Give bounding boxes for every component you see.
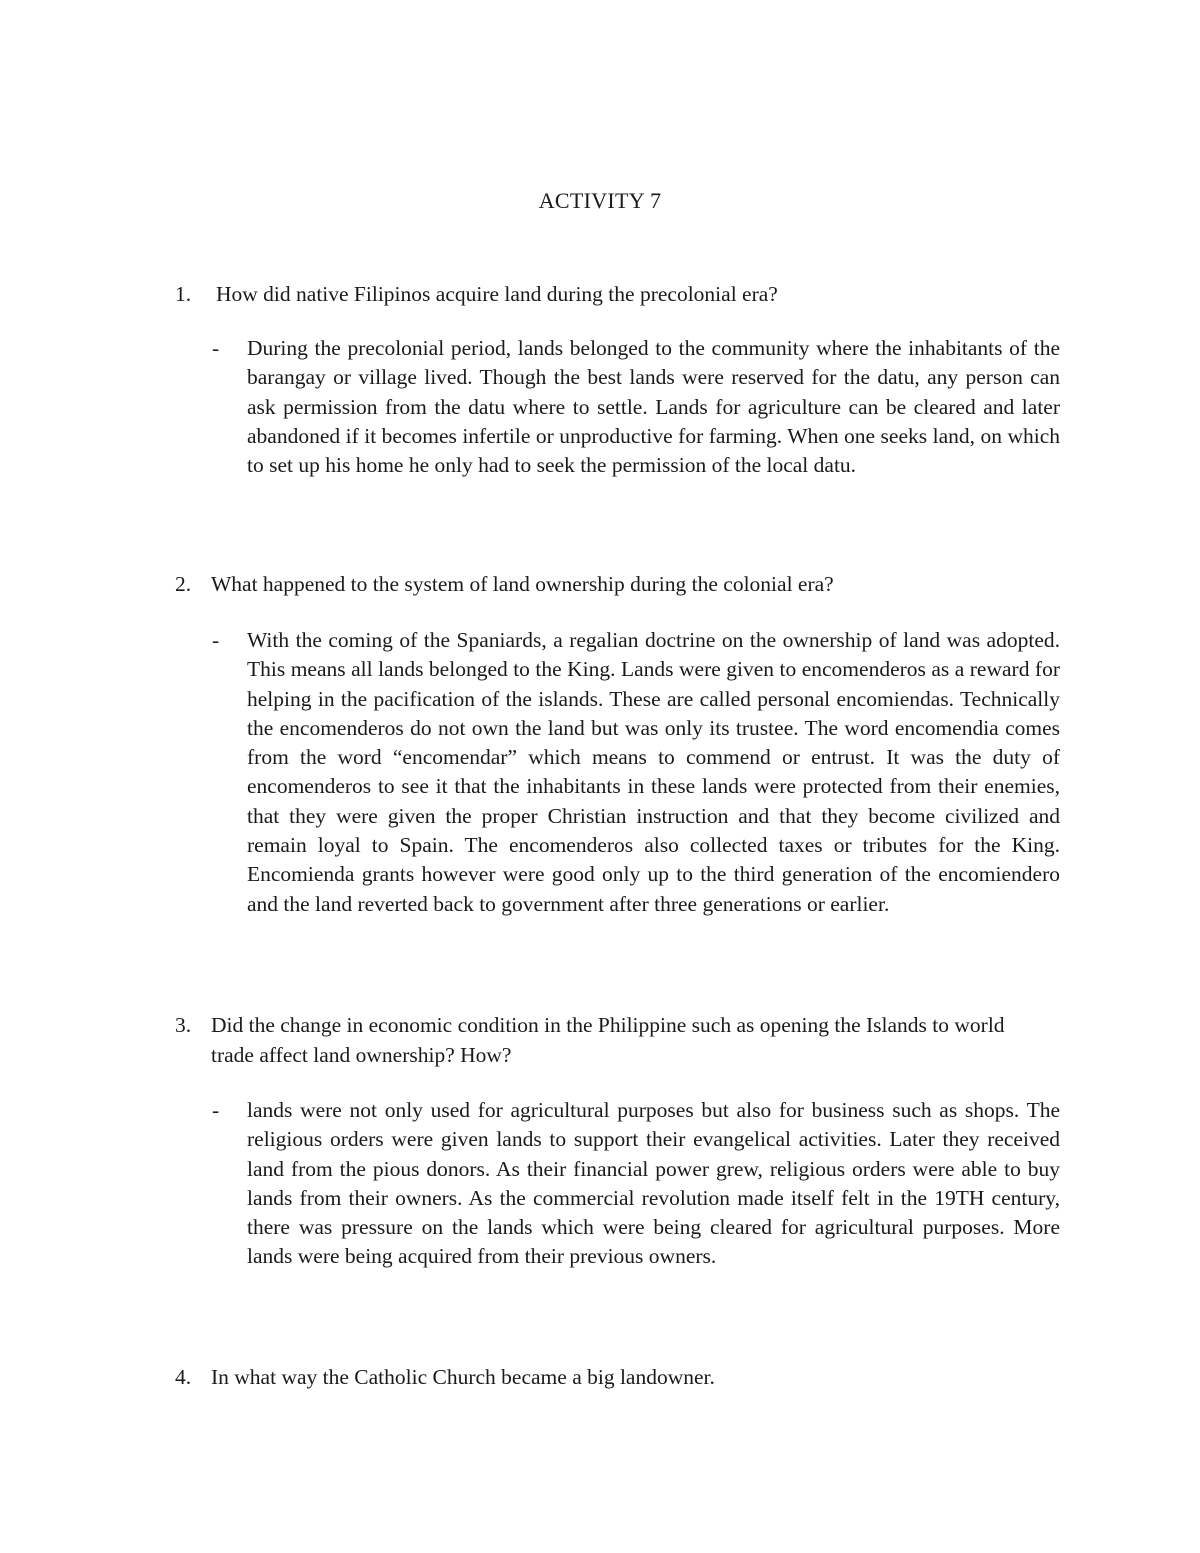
question-1 bbox=[175, 279, 1055, 309]
question-2 bbox=[175, 569, 1055, 599]
question-number: 2. bbox=[175, 572, 192, 596]
question-number: 1. bbox=[175, 282, 192, 306]
answer-text: During the precolonial period, lands belonged to the community where the inhabitants of the barangay or village lived. Though the best lands were reserved for the datu, any person can ask permission from the datu where to settle. Lands for agriculture can be cleared and later abandoned if it becomes infertile or unproductive for farming. When one seeks land, on which to set up his home he only had to seek the permission of the local datu. bbox=[247, 336, 1060, 478]
question-text: In what way the Catholic Church became a big landowner. bbox=[211, 1365, 715, 1389]
answer-1 bbox=[212, 334, 1060, 480]
question-4 bbox=[175, 1362, 1055, 1392]
question-text: What happened to the system of land ownership during the colonial era? bbox=[211, 572, 834, 596]
answer-text: With the coming of the Spaniards, a regalian doctrine on the ownership of land was adopted. This means all lands belonged to the King. Lands were given to encomenderos as a reward for helping in the pacification of the islands. These are called personal encomiendas. Technically the encomenderos do not own the land but was only its trustee. The word encomendia comes from the word “encomendar” which means to commend or entrust. It was the duty of encomenderos to see it that the inhabitants in these lands were protected from their enemies, that they were given the proper Christian instruction and that they become civilized and remain loyal to Spain. The encomenderos also collected taxes or tributes for the King. Encomienda grants however were good only up to the third generation of the encomiendero and the land reverted back to government after three generations or earlier. bbox=[247, 628, 1060, 916]
answer-text: lands were not only used for agricultural purposes but also for business such as shops. The religious orders were given lands to support their evangelical activities. Later they received land from the pious donors. As their financial power grew, religious orders were able to buy lands from their owners. As the commercial revolution made itself felt in the 19TH century, there was pressure on the lands which were being cleared for agricultural purposes. More lands were being acquired from their previous owners. bbox=[247, 1098, 1060, 1269]
question-number: 4. bbox=[175, 1365, 192, 1389]
question-text: Did the change in economic condition in the Philippine such as opening the Islands to world trade affect land ownership? How? bbox=[211, 1013, 1005, 1067]
answer-bullet: - bbox=[212, 336, 220, 360]
question-number: 3. bbox=[175, 1013, 192, 1037]
answer-2 bbox=[212, 626, 1060, 919]
question-3 bbox=[175, 1010, 1055, 1070]
document-title: ACTIVITY 7 bbox=[538, 188, 662, 213]
answer-3 bbox=[212, 1096, 1060, 1272]
answer-bullet: - bbox=[212, 628, 220, 652]
question-text: How did native Filipinos acquire land during the precolonial era? bbox=[216, 282, 778, 306]
answer-bullet: - bbox=[212, 1098, 220, 1122]
